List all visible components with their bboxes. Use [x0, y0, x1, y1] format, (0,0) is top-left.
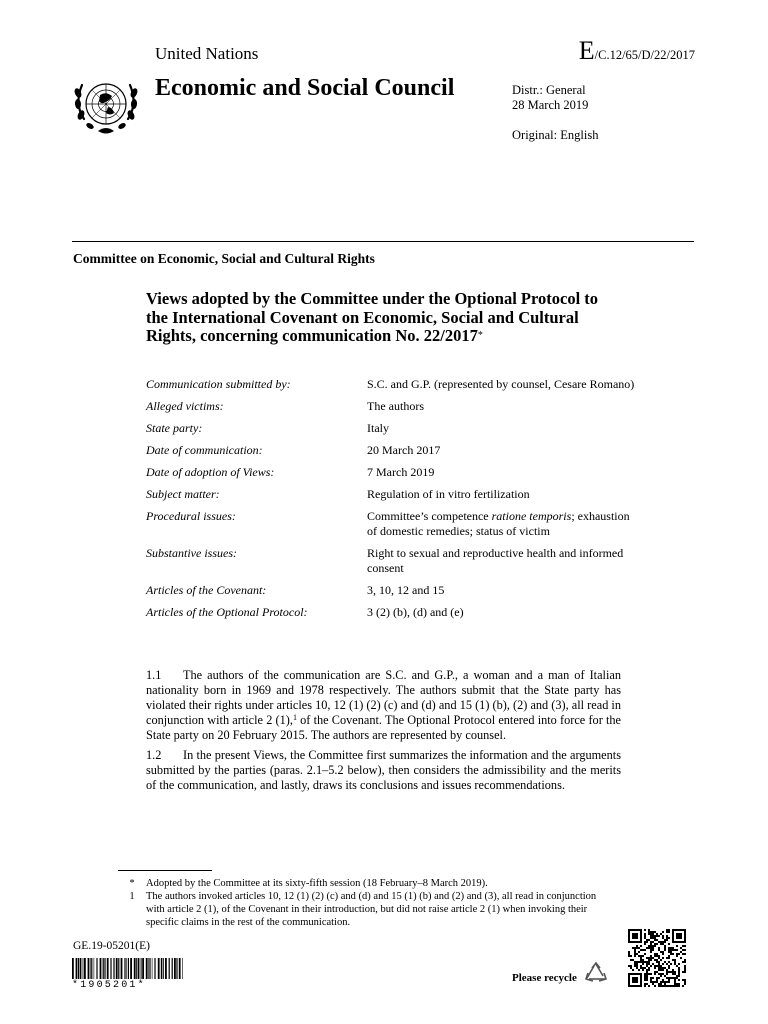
- info-value: [367, 509, 637, 539]
- info-row: [146, 399, 646, 414]
- paragraph-text: of the Covenant. The Optional Protocol entered into force for the State party on 20 February 2015. The authors are represented by counsel.: [146, 713, 622, 742]
- recycle-label: Please recycle: [512, 972, 577, 984]
- footnote-text: The authors invoked articles 10, 12 (1) (2) (c) and (d) and 15 (1) (b) and (2) and (3), all read in conjunction with article 2 (1), of the Covenant in their introduction, but did not raise article 2 (1) when invoking their specific claims in the rest of the communication.: [146, 891, 597, 928]
- paragraph-number: 1.1: [146, 668, 162, 682]
- document-title: [146, 290, 616, 346]
- info-row: [146, 377, 646, 392]
- paragraph-number: 1.2: [146, 748, 162, 762]
- info-value-italic: ratione temporis: [491, 509, 572, 523]
- header-rule: [72, 241, 694, 242]
- communication-info-table: [146, 377, 646, 627]
- info-label: Procedural issues:: [146, 509, 236, 523]
- info-row: [146, 421, 646, 436]
- info-value-part: Committee’s competence: [367, 509, 492, 523]
- barcode-icon: [72, 958, 184, 979]
- info-value: Right to sexual and reproductive health and informed consent: [367, 546, 624, 575]
- paragraph-1-2: [146, 748, 621, 793]
- info-row: [146, 546, 646, 576]
- title-footnote-marker: *: [477, 330, 483, 341]
- paragraph-text: The authors of the communication are S.C. and G.P., a woman and a man of Italian nationality born in 1969 and 1978 respectively. The authors submit that the State party has violated their rights under articles 10, 12 (1) (2) (c) and (d) and 15 (1) (b), (2) and (3), all read in conjunction with article 2 (1),: [146, 668, 621, 727]
- council-title: Economic and Social Council: [155, 75, 455, 101]
- symbol-rest: /C.12/65/D/22/2017: [594, 48, 695, 62]
- original-language: Original: English: [512, 128, 599, 142]
- info-value: Regulation of in vitro fertilization: [367, 487, 530, 501]
- document-date: 28 March 2019: [512, 98, 589, 112]
- committee-name: Committee on Economic, Social and Cultural Rights: [73, 251, 375, 266]
- un-emblem-icon: [70, 73, 142, 139]
- info-label: State party:: [146, 421, 203, 435]
- footnote: [118, 877, 598, 890]
- qr-code-icon: [628, 929, 686, 987]
- distribution: Distr.: General: [512, 83, 586, 97]
- distribution-block: [512, 83, 588, 113]
- info-row: [146, 509, 646, 539]
- info-label: Articles of the Optional Protocol:: [146, 605, 308, 619]
- info-value: 7 March 2019: [367, 465, 435, 479]
- footnote-mark: *: [129, 878, 135, 889]
- info-label: Articles of the Covenant:: [146, 583, 267, 597]
- footnote-text: Adopted by the Committee at its sixty-fifth session (18 February–8 March 2019).: [146, 878, 488, 889]
- symbol-prefix: E: [578, 36, 595, 65]
- info-row: [146, 443, 646, 458]
- document-symbol: [579, 38, 695, 64]
- info-label: Alleged victims:: [146, 399, 224, 413]
- paragraph-1-1: [146, 668, 621, 743]
- info-row: [146, 465, 646, 480]
- info-value: 20 March 2017: [367, 443, 441, 457]
- info-value: Italy: [367, 421, 389, 435]
- organization-name: United Nations: [155, 44, 259, 63]
- info-label: Date of communication:: [146, 443, 263, 457]
- paragraph-text: In the present Views, the Committee first summarizes the information and the arguments submitted by the parties (paras. 2.1–5.2 below), then considers the admissibility and the merits of the communication, and lastly, draws its conclusions and issues recommendations.: [146, 748, 621, 792]
- info-value: The authors: [367, 399, 424, 413]
- footnote-rule: [118, 870, 212, 871]
- info-value-part: ; exhaustion of domestic remedies; status of victim: [367, 509, 630, 538]
- info-row: [146, 605, 646, 620]
- info-row: [146, 487, 646, 502]
- barcode-text: *1905201*: [72, 980, 146, 991]
- footnote-mark: 1: [129, 891, 135, 902]
- info-label: Communication submitted by:: [146, 377, 291, 391]
- info-value: S.C. and G.P. (represented by counsel, Cesare Romano): [367, 377, 635, 391]
- info-label: Date of adoption of Views:: [146, 465, 275, 479]
- info-label: Substantive issues:: [146, 546, 237, 560]
- info-value: 3, 10, 12 and 15: [367, 583, 445, 597]
- document-title-text: Views adopted by the Committee under the Optional Protocol to the International Covenant on Economic, Social and Cultural Rights, concerning communication No. 22/2017: [146, 289, 599, 345]
- info-row: [146, 583, 646, 598]
- footnote: [118, 890, 598, 929]
- info-value: 3 (2) (b), (d) and (e): [367, 605, 464, 619]
- info-label: Subject matter:: [146, 487, 220, 501]
- recycle-icon: [584, 961, 608, 985]
- job-number: GE.19-05201(E): [73, 940, 150, 952]
- footnote-reference[interactable]: 1: [292, 713, 297, 722]
